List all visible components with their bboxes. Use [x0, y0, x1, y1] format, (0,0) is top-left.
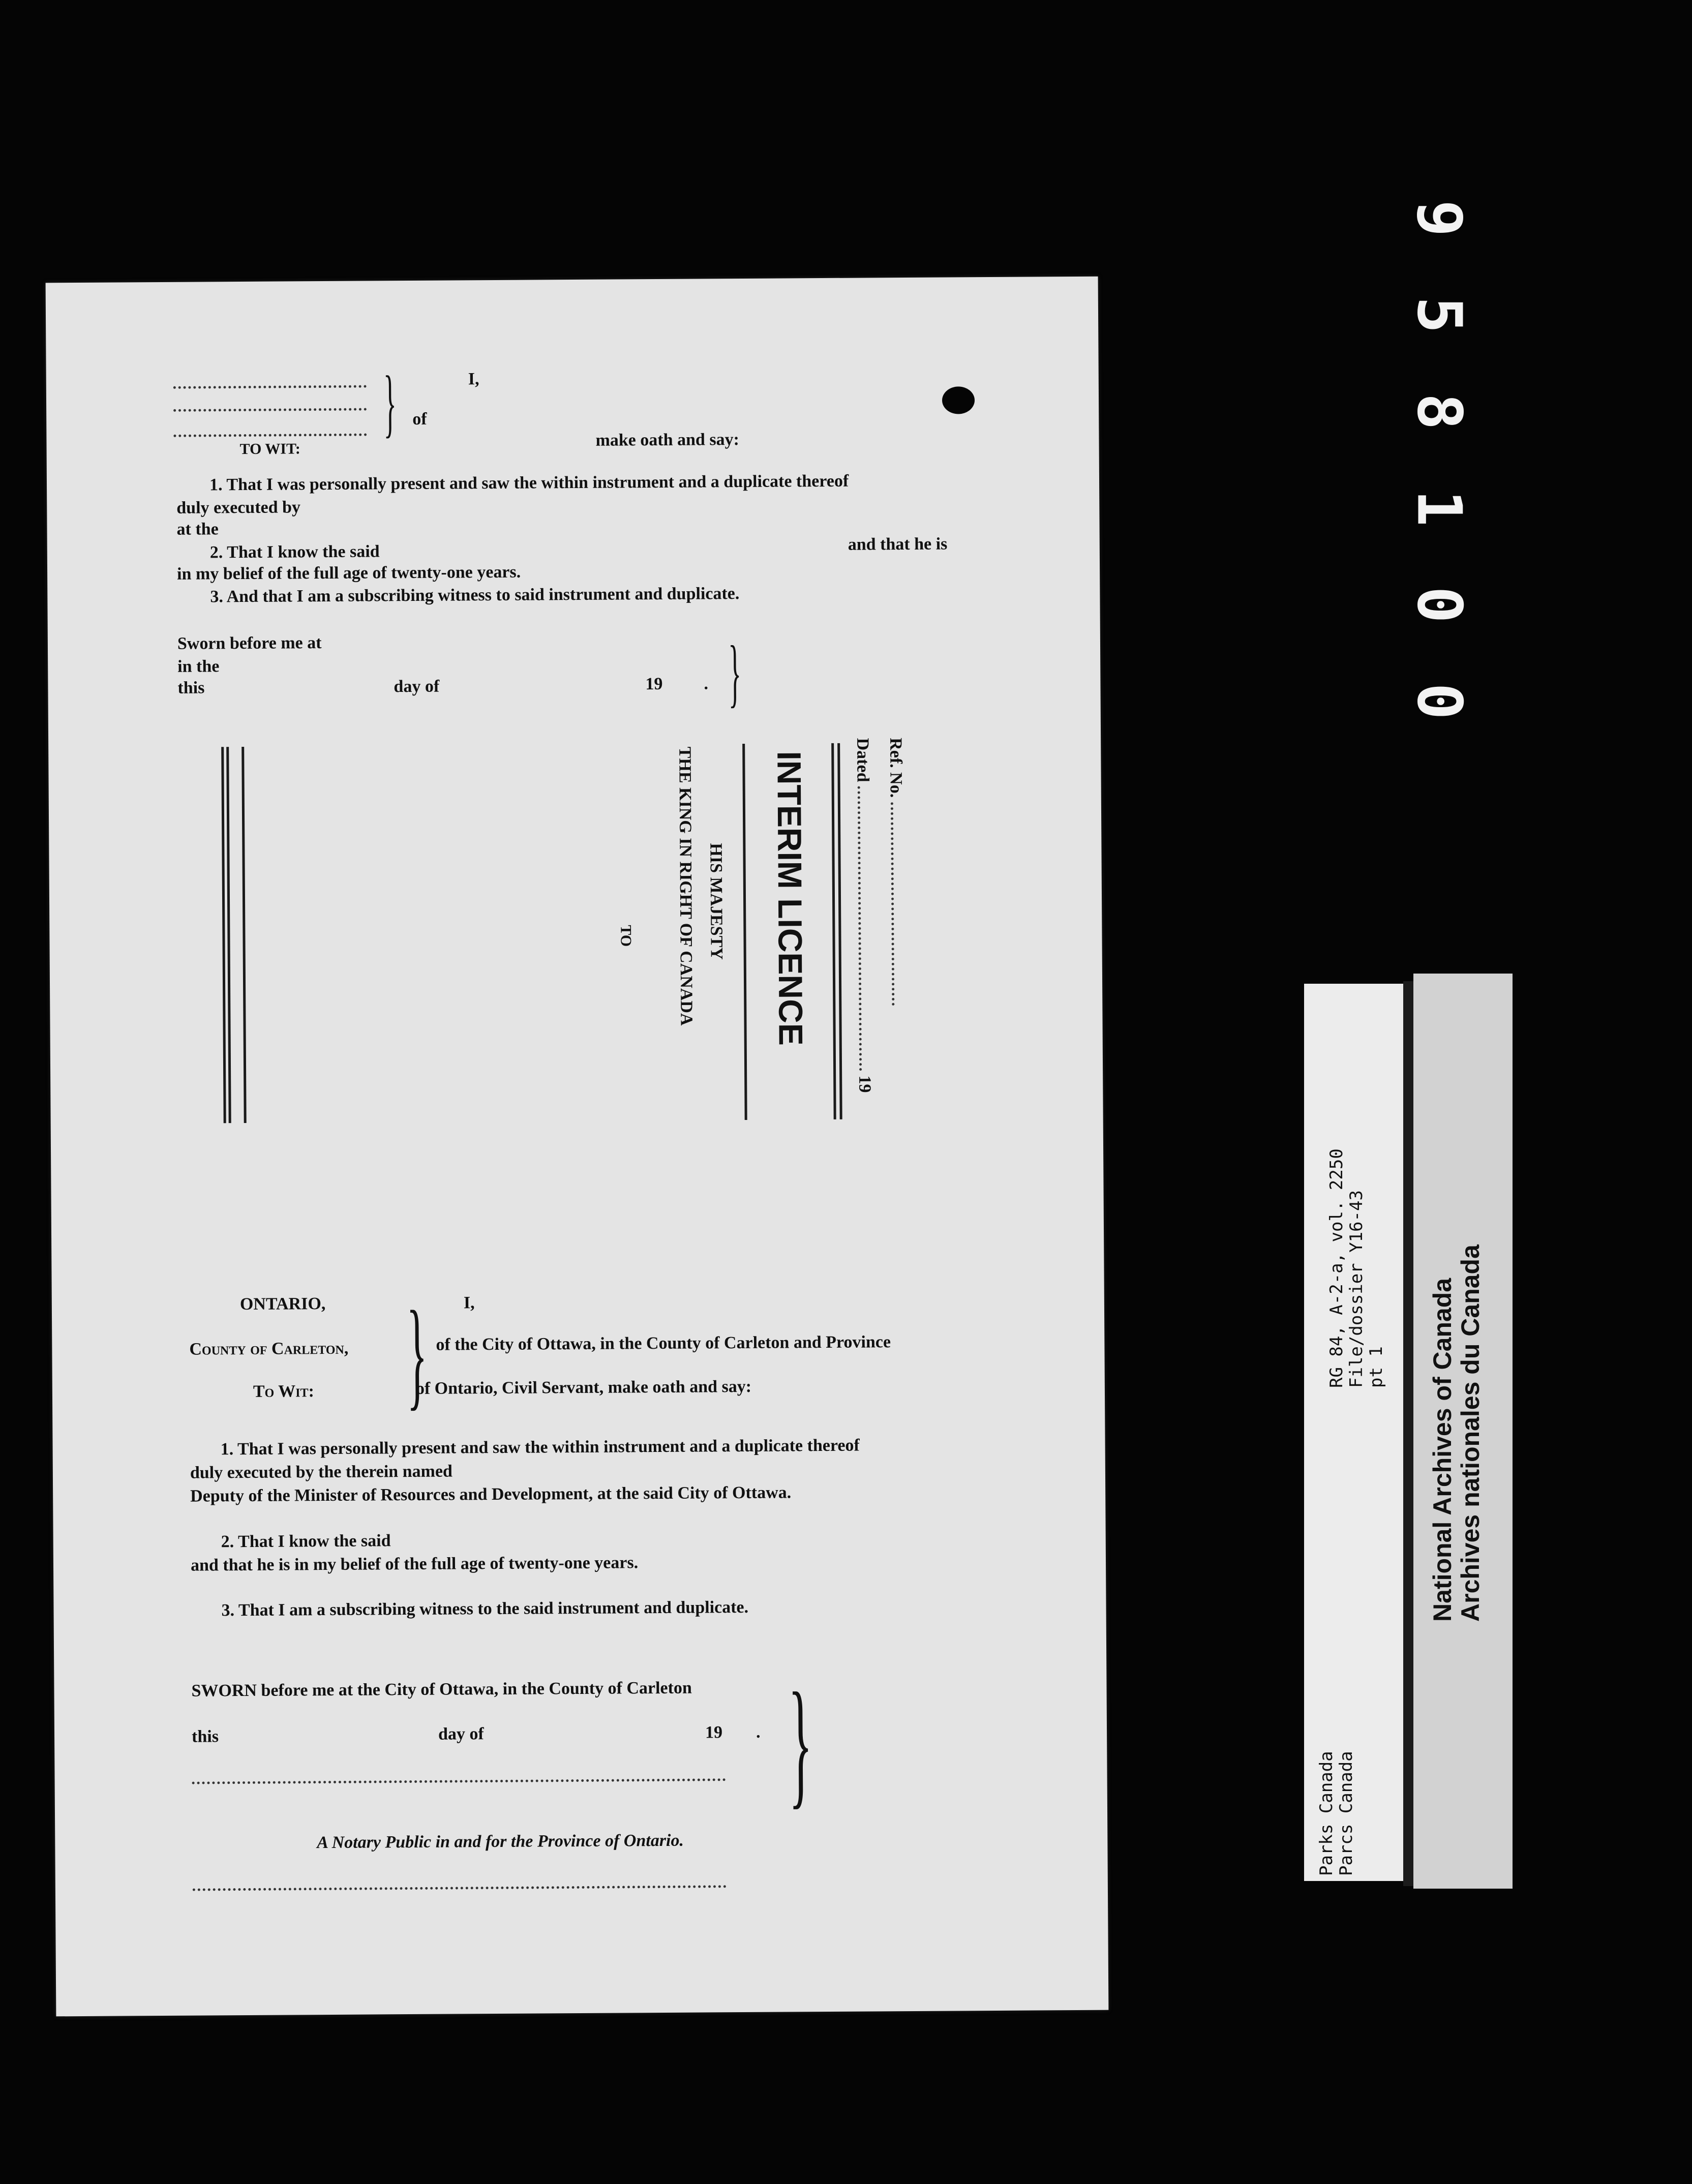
label-archives [1429, 1245, 1485, 1622]
day-of-text: day of [394, 677, 440, 696]
reel-digit: 8 [1403, 393, 1474, 430]
year-text: 19 [705, 1723, 723, 1742]
paragraph-3: 3. And that I am a subscribing witness to said instrument and duplicate. [210, 584, 740, 606]
paragraph-3: 3. That I am a subscribing witness to the said instrument and duplicate. [221, 1597, 749, 1620]
signature-line [192, 1778, 726, 1784]
affiant-line-1: of the City of Ottawa, in the County of Carleton and Province [436, 1332, 891, 1354]
ink-blot [942, 386, 975, 414]
endorsement-rule [226, 747, 231, 1123]
dated-blank [858, 786, 862, 1071]
pronoun: I, [463, 1293, 475, 1313]
day-of-text: day of [438, 1724, 484, 1744]
year-text: 19 [645, 674, 663, 694]
paragraph-1-line3: at the [176, 520, 219, 539]
endorsement-rule [221, 747, 226, 1123]
sworn-text: Sworn before me at [177, 633, 322, 653]
label-department [1317, 1751, 1356, 1876]
paragraph-2-right: and that he is [848, 534, 948, 554]
paragraph-2: 2. That I know the said [209, 542, 380, 562]
paragraph-1: 1. That I was personally present and saw the within instrument and a duplicate thereof [209, 471, 849, 495]
endorsement-rule [742, 744, 747, 1120]
king-in-right: THE KING IN RIGHT OF CANADA [675, 746, 696, 1026]
label-divider [1403, 981, 1414, 1886]
oath-text: make oath and say: [595, 430, 740, 450]
his-majesty: HIS MAJESTY [706, 843, 726, 960]
ref-number [886, 738, 907, 1006]
brace: } [383, 360, 397, 445]
licence-title: INTERIM LICENCE [770, 751, 810, 1046]
document-page [46, 277, 1109, 2017]
ref-blank [891, 802, 894, 1006]
paragraph-1-line2: duly executed by [176, 498, 301, 518]
department-fr: Parcs Canada [1336, 1751, 1357, 1876]
paragraph-2-line2: in my belief of the full age of twenty-one years. [176, 562, 521, 584]
archive-label-card [1304, 984, 1403, 1881]
brace: } [728, 630, 742, 715]
pronoun: I, [468, 370, 479, 389]
to-wit-label: To Wit: [253, 1382, 314, 1401]
notary-signature-line [193, 1885, 727, 1891]
blank-line [173, 385, 367, 389]
ontario-label: ONTARIO, [239, 1294, 326, 1314]
paragraph-2-line2: and that he is in my belief of the full age of twenty-one years. [190, 1553, 639, 1575]
to-label: TO [617, 925, 634, 947]
department-en: Parks Canada [1316, 1751, 1337, 1876]
paragraph-2: 2. That I know the said [221, 1531, 391, 1552]
blank-line [173, 408, 367, 412]
reference-text: RG 84, A-2-a, vol. 2250 [1326, 1148, 1347, 1388]
reel-digit: 5 [1403, 296, 1474, 333]
label-reference [1327, 1148, 1386, 1388]
paragraph-1-line2: duly executed by the therein named [190, 1462, 452, 1482]
affiant-line-2: of Ontario, Civil Servant, make oath and say: [415, 1377, 752, 1398]
reel-digit: 9 [1403, 200, 1474, 237]
this-text: this [177, 678, 205, 697]
period: . [704, 674, 709, 693]
reel-digit: 1 [1403, 490, 1474, 527]
in-the-text: in the [177, 657, 220, 676]
endorsement-rule [241, 747, 247, 1123]
this-text: this [191, 1727, 219, 1746]
of-label: of [412, 409, 427, 429]
dated-label: Dated [853, 738, 872, 782]
brace: } [788, 1663, 813, 1822]
reel-digit: 0 [1403, 586, 1474, 623]
part-text: pt 1 [1366, 1346, 1387, 1388]
reel-digit: 0 [1403, 683, 1474, 720]
to-wit: TO WIT: [239, 440, 300, 458]
county-label: County of Carleton, [189, 1339, 349, 1359]
blank-line [173, 434, 367, 437]
archives-fr: Archives nationales du Canada [1456, 1245, 1485, 1622]
archives-en: National Archives of Canada [1428, 1278, 1457, 1622]
period: . [756, 1722, 761, 1742]
file-text: File/dossier Y16-43 [1346, 1190, 1367, 1388]
dated-year: 19 [855, 1075, 874, 1093]
notary-text: A Notary Public in and for the Province of Ontario. [317, 1831, 684, 1853]
endorsement-rule [831, 743, 836, 1119]
reel-number [1403, 183, 1474, 773]
ref-label: Ref. No. [886, 738, 905, 798]
paragraph-1-line3: Deputy of the Minister of Resources and Development, at the said City of Ottawa. [190, 1483, 792, 1506]
endorsement-rule [837, 743, 842, 1119]
paragraph-1: 1. That I was personally present and saw the within instrument and a duplicate thereof [220, 1436, 860, 1459]
dated-line [853, 738, 874, 1093]
brace: } [406, 1285, 428, 1421]
sworn-text: SWORN before me at the City of Ottawa, in the County of Carleton [191, 1678, 692, 1701]
